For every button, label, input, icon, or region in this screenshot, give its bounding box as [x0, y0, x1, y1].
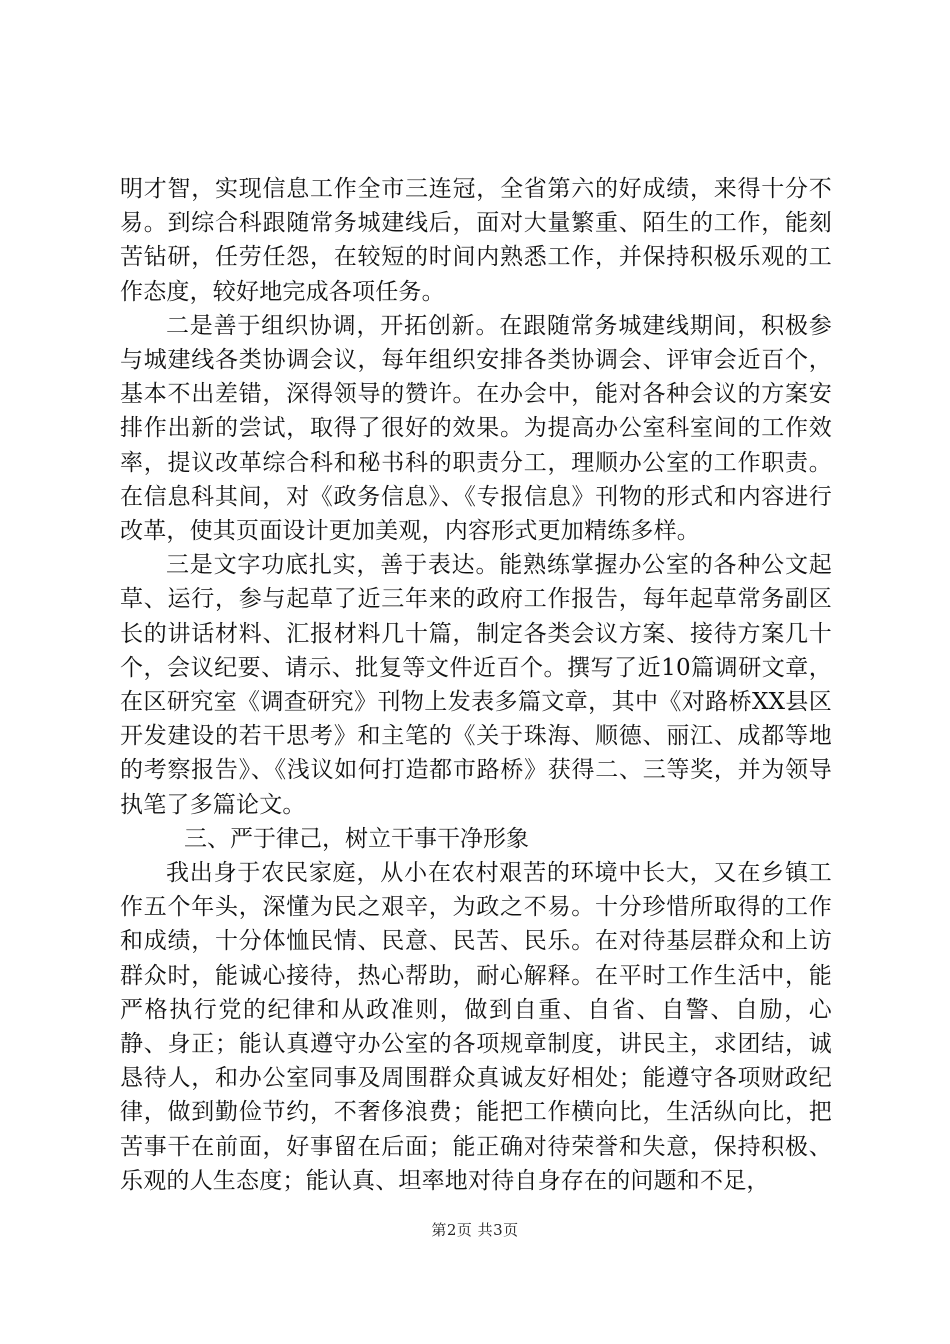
paragraph-4: 我出身于农民家庭，从小在农村艰苦的环境中长大，又在乡镇工作五个年头，深懂为民之艰辛，为政之不易。十分珍惜所取得的工作和成绩，十分体恤民情、民意、民苦、民乐。在对待基层群众和上访群众时，能诚心接待，热心帮助，耐心解释。在平时工作生活中，能严格执行党的纪律和从政准则，做到自重、自省、自警、自励，心静、身正；能认真遵守办公室的各项规章制度，讲民主，求团结，诚恳待人，和办公室同事及周围群众真诚友好相处；能遵守各项财政纪律，做到勤俭节约，不奢侈浪费；能把工作横向比，生活纵向比，把苦事干在前面，好事留在后面；能正确对待荣誉和失意，保持积极、乐观的人生态度；能认真、坦率地对待自身存在的问题和不足，: [120, 860, 832, 1194]
paragraph-3: 三是文字功底扎实，善于表达。能熟练掌握办公室的各种公文起草、运行，参与起草了近三年来的政府工作报告，每年起草常务副区长的讲话材料、汇报材料几十篇，制定各类会议方案、接待方案几十个，会议纪要、请示、批复等文件近百个。撰写了近10篇调研文章，在区研究室《调查研究》刊物上发表多篇文章，其中《对路桥XX县区开发建设的若干思考》和主笔的《关于珠海、顺德、丽江、成都等地的考察报告》、《浅议如何打造都市路桥》获得二、三等奖，并为领导执笔了多篇论文。: [120, 552, 832, 818]
document-body: [120, 172, 832, 1198]
paragraph-1: 明才智，实现信息工作全市三连冠，全省第六的好成绩，来得十分不易。到综合科跟随常务城建线后，面对大量繁重、陌生的工作，能刻苦钻研，任劳任怨，在较短的时间内熟悉工作，并保持积极乐观的工作态度，较好地完成各项任务。: [120, 176, 832, 305]
page-footer: 第2页 共3页: [431, 1221, 519, 1239]
section-heading: 三、严于律己，树立干事干净形象: [184, 825, 529, 852]
paragraph-2: 二是善于组织协调，开拓创新。在跟随常务城建线期间，积极参与城建线各类协调会议，每年组织安排各类协调会、评审会近百个，基本不出差错，深得领导的赞许。在办会中，能对各种会议的方案安排作出新的尝试，取得了很好的效果。为提高办公室科室间的工作效率，提议改革综合科和秘书科的职责分工，理顺办公室的工作职责。在信息科其间，对《政务信息》、《专报信息》刊物的形式和内容进行改革，使其页面设计更加美观，内容形式更加精练多样。: [120, 312, 832, 545]
